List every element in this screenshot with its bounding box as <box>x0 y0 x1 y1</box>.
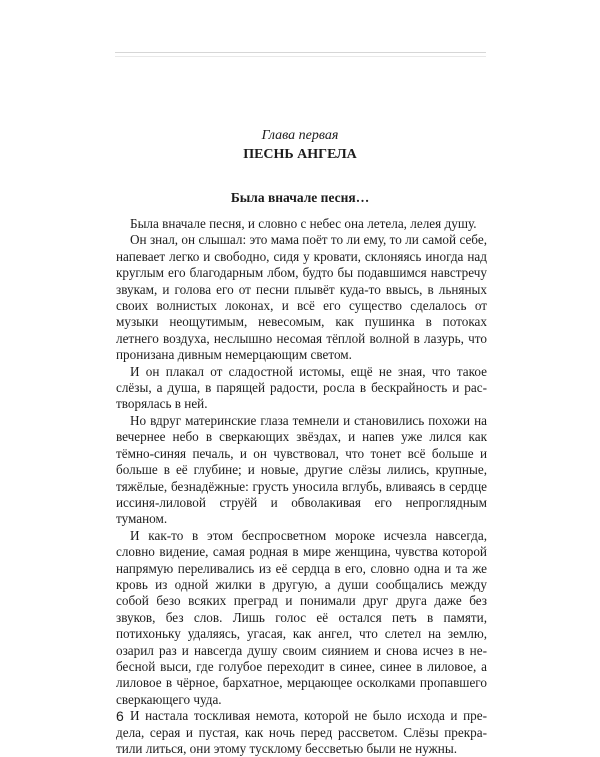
header-rule-secondary <box>115 56 486 57</box>
header-rule <box>115 52 486 53</box>
paragraph: Он знал, он слышал: это мама поёт то ли ему, то ли самой себе, напевает легко и свободно, сидя у кровати, склоняясь иногда над круглым его благодарным лбом, будто бы подавшимся навстречу звукам, и голова его от песни плывёт куда-то ввысь, в льняных своих волнистых локонах, и всё его существо сделалось от музыки неощутимым, невесомым, как пушинка в потоках летнего воздуха, неслышно несомая тёплой волной в лазурь, что пронизана дивным немерцающим светом. <box>116 232 487 363</box>
chapter-title: ПЕСНЬ АНГЕЛА <box>243 147 357 162</box>
section-title: Была вначале песня… <box>230 190 370 205</box>
paragraph: И он плакал от сладостной истомы, ещё не зная, что такое слёзы, а душа, в парящей радости, росла в бескрайность и растворялась в ней. <box>116 363 487 412</box>
paragraph: И настала тоскливая немота, которой не было исхода и предела, серая и пустая, как ночь перед рассветом. Слёзы прекратили литься, они этому тусклому бессветью были не нужны. <box>116 708 487 756</box>
paragraph: И как-то в этом беспросветном мороке исчезла навсегда, словно видение, самая родная в мире женщина, чувства которой напрямую переливались из её сердца в его, словно одна и та же кровь из одной жилки в другую, а души сообщались между собой безо всяких преград и понимали друг друга даже без звуков, без слов. Лишь голос её остался петь в памяти, потихоньку удаляясь, угасая, как ангел, что слетел на землю, озарил раз и навсегда душу своим сиянием и снова исчез в небесной выси, где голубое переходит в синее, синее в лиловое, а лиловое в чёрное, бархатное, мерцающее осколками пропавшего сверкающего чуда. <box>116 527 487 707</box>
chapter-label: Глава первая <box>261 128 339 143</box>
page-number: 6 <box>116 708 124 724</box>
paragraph: Была вначале песня, и словно с небес она летела, лелея душу. <box>130 216 477 231</box>
body-text <box>116 216 487 757</box>
paragraph: Но вдруг материнские глаза темнели и становились похожи на вечернее небо в сверкающих звёздах, и напев уже лился как тёмно-синяя печаль, и он чувствовал, что тонет всё больше и больше в её глубине; и новые, другие слёзы лились, крупные, тяжёлые, безнадёжные: грусть уносила вглубь, вливаясь в сердце иссиня-лиловой струёй и обволакивая его непроглядным туманом. <box>116 412 487 527</box>
